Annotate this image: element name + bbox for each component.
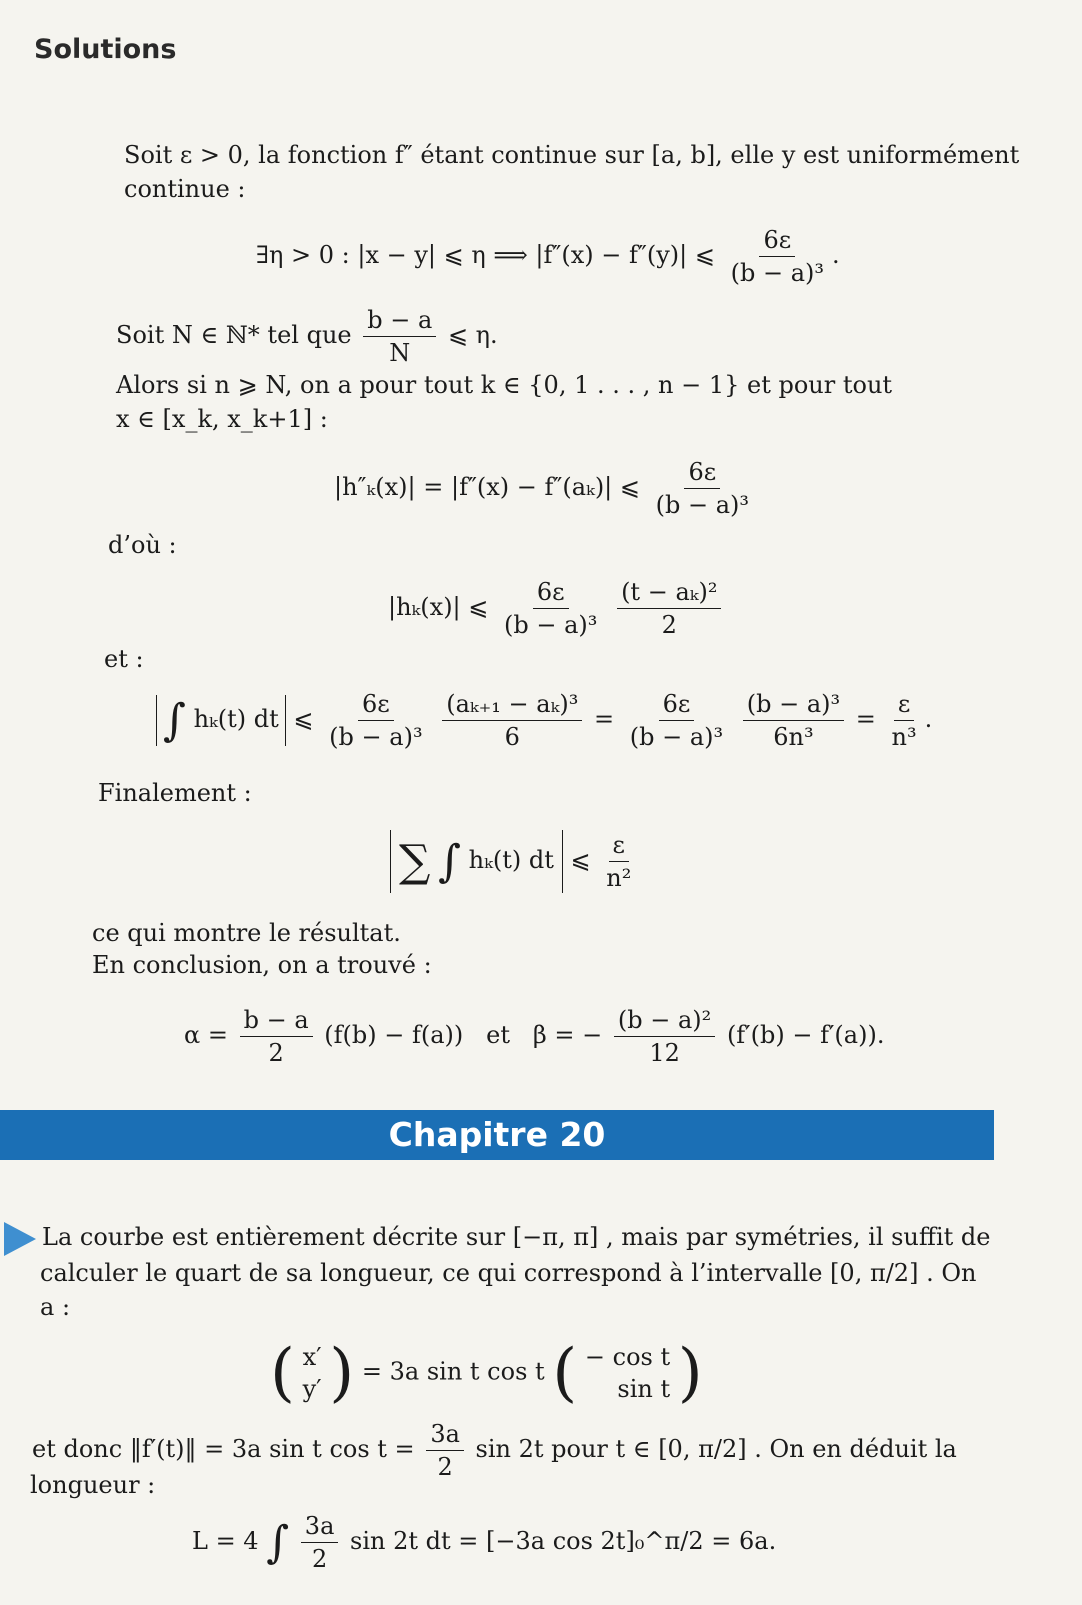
paragraph-result: ce qui montre le résultat. <box>92 919 401 947</box>
equation-second-derivative-bound <box>334 458 757 519</box>
eq3-denominator-2: 2 <box>661 611 677 639</box>
eq4-num-5: ε <box>894 690 914 721</box>
eq6-alpha-num: b − a <box>240 1006 313 1037</box>
eq4-fraction-4 <box>743 690 844 751</box>
equation-integral-bound: ∫ hₖ(t) dt ⩽ $\frac{6\varepsilon}{\text{(b − a)³}}$ $\frac{\text{(aₖ₊₁ − aₖ)³}}{6}$ = $\frac{6\varepsilon}{\text{(b − a)³}}$ $\frac{\text{(b − a)³}}{\text{6n³}}$ = $\frac{\varepsilon}{\text{n³}}$ . <box>156 690 932 751</box>
eq6-alpha: α = <box>184 1021 228 1049</box>
eq5-abs-sum <box>390 830 563 893</box>
c4-denominator: 2 <box>437 1453 453 1481</box>
eq4-den-4: 6n³ <box>773 723 814 751</box>
right-paren-2: ) <box>677 1336 703 1410</box>
chapter-paragraph-1: La courbe est entièrement décrite sur [−π, π] , mais par symétries, il suffit de <box>42 1223 991 1251</box>
eq4-abs-integral <box>156 695 286 746</box>
eq2-left: |h″ₖ(x)| = |f″(x) − f″(aₖ)| ⩽ <box>334 473 640 501</box>
eq5-denominator: n² <box>606 864 632 892</box>
paragraph-and: et : <box>104 645 144 673</box>
exercise-bullet-icon <box>4 1222 36 1256</box>
eq8-L: L = 4 <box>192 1527 259 1555</box>
left-paren: ( <box>270 1336 295 1410</box>
eq1-numerator: 6ε <box>759 226 795 257</box>
integral-sign: ∫ <box>163 695 186 746</box>
vector-y: y′ <box>302 1375 322 1403</box>
eq8-numerator: 3a <box>301 1512 339 1543</box>
vector-x: x′ <box>302 1343 322 1371</box>
eq4-fraction-1 <box>325 690 426 751</box>
eq8-rest: sin 2t dt = [−3a cos 2t]₀^π/2 = 6a. <box>350 1527 777 1555</box>
p2-numerator: b − a <box>363 306 436 337</box>
equation-length <box>192 1512 776 1573</box>
eq6-alpha-den: 2 <box>268 1039 284 1067</box>
eq7-middle: = 3a sin t cos t <box>361 1357 545 1386</box>
eq3-numerator-1: 6ε <box>533 578 569 609</box>
eq3-denominator-1: (b − a)³ <box>504 611 598 639</box>
eq8-fraction <box>301 1512 339 1573</box>
eq4-num-1: 6ε <box>358 690 394 721</box>
eq6-beta-num: (b − a)² <box>614 1006 715 1037</box>
integral-sign-2: ∫ <box>438 836 461 887</box>
eq6-beta-den: 12 <box>649 1039 680 1067</box>
eq5-fraction <box>602 831 635 892</box>
eq4-fraction-5 <box>888 690 921 751</box>
paragraph-hence: d’où : <box>108 531 177 559</box>
equation-alpha-beta <box>184 1006 884 1067</box>
eq4-den-3: (b − a)³ <box>629 723 724 751</box>
eq4-den-2: 6 <box>504 723 520 751</box>
paragraph-for-all-x: x ∈ [x_k, x_k+1] : <box>116 405 328 433</box>
sum-sign: ∑ <box>399 836 431 887</box>
p2-prefix: Soit N ∈ ℕ* tel que <box>116 321 352 349</box>
eq1-denominator: (b − a)³ <box>730 259 824 287</box>
chapter-paragraph-3: a : <box>40 1293 71 1321</box>
eq2-denominator: (b − a)³ <box>655 491 750 519</box>
eq4-num-3: 6ε <box>659 690 695 721</box>
eq4-den-5: n³ <box>891 723 917 751</box>
paragraph-choose-N <box>116 306 498 367</box>
vector-sin: sin t <box>617 1375 671 1403</box>
eq6-alpha-rest: (f(b) − f(a)) <box>324 1021 464 1049</box>
eq6-beta-fraction <box>614 1006 715 1067</box>
equation-derivative-vector <box>270 1336 703 1410</box>
eq3-numerator-2: (t − aₖ)² <box>617 578 721 609</box>
eq3-fraction-1 <box>500 578 601 639</box>
eq3-left: |hₖ(x)| ⩽ <box>388 593 489 621</box>
eq1-left: ∃η > 0 : |x − y| ⩽ η ⟹ |f″(x) − f″(y)| ⩽ <box>256 241 715 269</box>
eq5-numerator: ε <box>609 831 629 862</box>
eq4-den-1: (b − a)³ <box>329 723 423 751</box>
c4-prefix: et donc ‖f′(t)‖ = 3a sin t cos t = <box>32 1435 415 1463</box>
eq4-integrand: hₖ(t) dt <box>193 705 279 733</box>
paragraph-continuity: Soit ε > 0, la fonction f″ étant continue sur [a, b], elle y est uniformément <box>124 141 1020 169</box>
chapter-title: Chapitre 20 <box>388 1115 606 1154</box>
eq4-fraction-3 <box>626 690 727 751</box>
running-header: Solutions <box>34 34 177 65</box>
eq1-fraction <box>727 226 828 287</box>
c4-numerator: 3a <box>426 1420 464 1451</box>
chapter-paragraph-length: longueur : <box>30 1471 156 1499</box>
p2-suffix: ⩽ η. <box>447 321 498 349</box>
c4-fraction <box>426 1420 464 1481</box>
paragraph-finally: Finalement : <box>98 779 252 807</box>
eq6-alpha-fraction <box>240 1006 313 1067</box>
integral-sign-3: ∫ <box>266 1517 290 1568</box>
left-paren-2: ( <box>552 1336 578 1410</box>
paragraph-conclusion: En conclusion, on a trouvé : <box>92 951 432 979</box>
vector-cos-sin <box>585 1341 670 1405</box>
vector-cos: − cos t <box>584 1343 671 1371</box>
eq2-numerator: 6ε <box>684 458 720 489</box>
eq4-num-4: (b − a)³ <box>743 690 844 721</box>
paragraph-continuity-end: continue : <box>124 175 246 203</box>
p2-fraction <box>363 306 436 367</box>
chapter-paragraph-norm <box>32 1420 957 1481</box>
eq4-num-2: (aₖ₊₁ − aₖ)³ <box>442 690 582 721</box>
eq6-beta: β = − <box>532 1021 603 1049</box>
paragraph-for-all-k: Alors si n ⩾ N, on a pour tout k ∈ {0, 1 . . . , n − 1} et pour tout <box>116 371 893 399</box>
eq6-beta-rest: (f′(b) − f′(a)). <box>726 1021 885 1049</box>
eq4-fraction-2 <box>442 690 582 751</box>
chapter-paragraph-2: calculer le quart de sa longueur, ce qui correspond à l’intervalle [0, π/2] . On <box>40 1259 977 1287</box>
eq3-fraction-2 <box>617 578 721 639</box>
right-paren: ) <box>329 1336 355 1410</box>
equation-h-bound <box>388 578 725 639</box>
c4-suffix: sin 2t pour t ∈ [0, π/2] . On en déduit la <box>475 1435 957 1463</box>
equation-uniform-continuity: ∃η > 0 : |x − y| ⩽ η ⟹ |f″(x) − f″(y)| ⩽ $\frac{6\varepsilon}{\text{(b − a)³}}$ . <box>256 226 840 287</box>
eq8-denominator: 2 <box>311 1545 328 1573</box>
eq5-integrand: hₖ(t) dt <box>468 846 554 874</box>
eq2-fraction <box>652 458 753 519</box>
eq6-and: et <box>486 1021 511 1049</box>
equation-sum-bound: ∑ ∫ hₖ(t) dt ⩽ $\frac{\varepsilon}{\text{n²}}$ <box>390 830 639 893</box>
vector-xy <box>303 1341 322 1405</box>
p2-denominator: N <box>389 339 411 367</box>
